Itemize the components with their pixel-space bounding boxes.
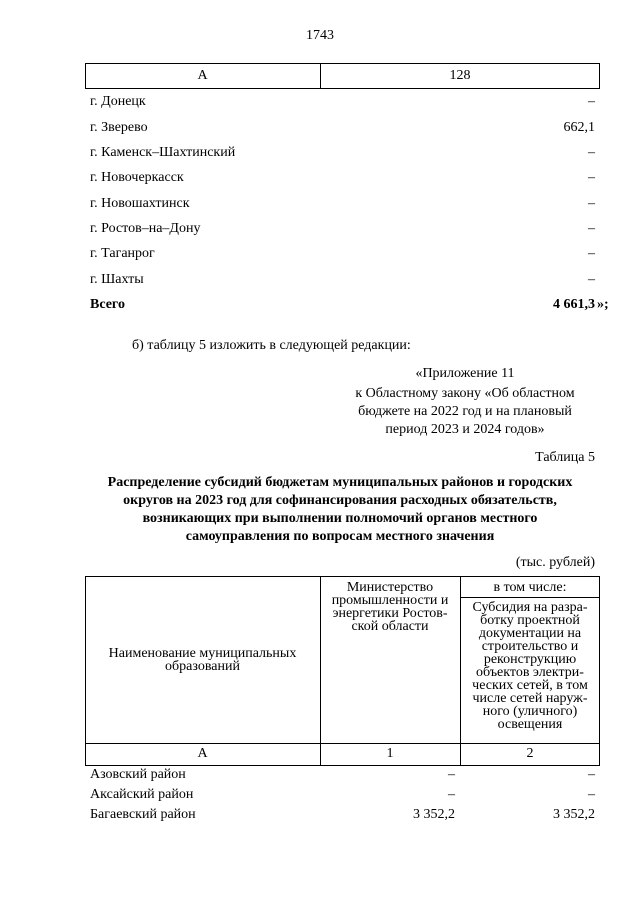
table-row-name: г. Донецк xyxy=(90,94,146,109)
col2-header-line: Субсидия на разра- xyxy=(472,600,588,615)
table-row-name: г. Таганрог xyxy=(90,246,155,261)
col2-header-line: ного (уличного) xyxy=(482,704,578,719)
table-row-value: – xyxy=(588,196,595,211)
table1-header-col-a: А xyxy=(197,68,208,83)
total-label: Всего xyxy=(90,297,125,312)
col2-header-line: реконструкцию xyxy=(483,652,577,667)
table-row-col2: – xyxy=(588,787,595,802)
index-col-a: А xyxy=(197,746,208,761)
table-label: Таблица 5 xyxy=(535,450,595,465)
table-row-col2: 3 352,2 xyxy=(553,807,595,822)
table-row-name: г. Ростов–на–Дону xyxy=(90,221,201,236)
instruction-text: б) таблицу 5 изложить в следующей редакции: xyxy=(132,338,411,353)
page-number: 1743 xyxy=(306,28,334,43)
table-row-value: – xyxy=(588,94,595,109)
col2-header-line: строительство и xyxy=(481,639,579,654)
col2-header-line: документации на xyxy=(478,626,582,641)
table-row-col1: 3 352,2 xyxy=(413,807,455,822)
col-name-header-line: образований xyxy=(165,659,240,674)
table-row-name: г. Новошахтинск xyxy=(90,196,190,211)
table-row-value: – xyxy=(588,272,595,287)
table-row-name: Аксайский район xyxy=(90,787,194,802)
table-row-col2: – xyxy=(588,767,595,782)
table-heading-line: округов на 2023 год для софинансирования расходных обязательств, xyxy=(123,493,557,508)
units-label: (тыс. рублей) xyxy=(515,555,595,570)
col2-header-line: объектов электри- xyxy=(476,665,584,680)
appendix-title: «Приложение 11 xyxy=(415,366,515,381)
total-value: 4 661,3 xyxy=(553,297,595,312)
table-row-name: г. Зверево xyxy=(90,120,148,135)
table-heading-line: самоуправления по вопросам местного значения xyxy=(185,529,495,544)
closing-quote: »; xyxy=(597,297,609,312)
appendix-line: к Областному закону «Об областном xyxy=(355,386,575,401)
col1-header-line: промышленности и xyxy=(331,593,449,608)
table-row-name: г. Каменск–Шахтинский xyxy=(90,145,236,160)
table-row-value: – xyxy=(588,246,595,261)
table-row-name: Багаевский район xyxy=(90,807,196,822)
col2-header-line: ческих сетей, в том xyxy=(472,678,588,693)
table-heading-line: Распределение субсидий бюджетам муниципальных районов и городских xyxy=(107,475,573,490)
table-row-col1: – xyxy=(448,787,455,802)
col2-header-line: числе сетей наруж- xyxy=(472,691,588,706)
table-row-name: Азовский район xyxy=(90,767,186,782)
table-row-value: 662,1 xyxy=(563,120,595,135)
table-row-col1: – xyxy=(448,767,455,782)
col1-header-line: энергетики Ростов- xyxy=(332,606,448,621)
table-row-value: – xyxy=(588,221,595,236)
col1-header-line: ской области xyxy=(351,619,429,634)
table-row-value: – xyxy=(588,145,595,160)
index-col-2: 2 xyxy=(526,746,534,761)
appendix-line: бюджете на 2022 год и на плановый xyxy=(358,404,572,419)
table-row-name: г. Шахты xyxy=(90,272,144,287)
col2-header-line: ботку проектной xyxy=(480,613,580,628)
table-heading-line: возникающих при выполнении полномочий органов местного xyxy=(142,511,538,526)
appendix-line: период 2023 и 2024 годов» xyxy=(385,422,545,437)
table1-header-col-b: 128 xyxy=(449,68,471,83)
table-row-name: г. Новочеркасск xyxy=(90,170,184,185)
index-col-1: 1 xyxy=(386,746,394,761)
incl-header: в том числе: xyxy=(493,580,567,595)
col-name-header-line: Наименование муниципальных xyxy=(108,646,297,661)
col1-header-line: Министерство xyxy=(346,580,434,595)
table-row-value: – xyxy=(588,170,595,185)
col2-header-line: освещения xyxy=(497,717,563,732)
